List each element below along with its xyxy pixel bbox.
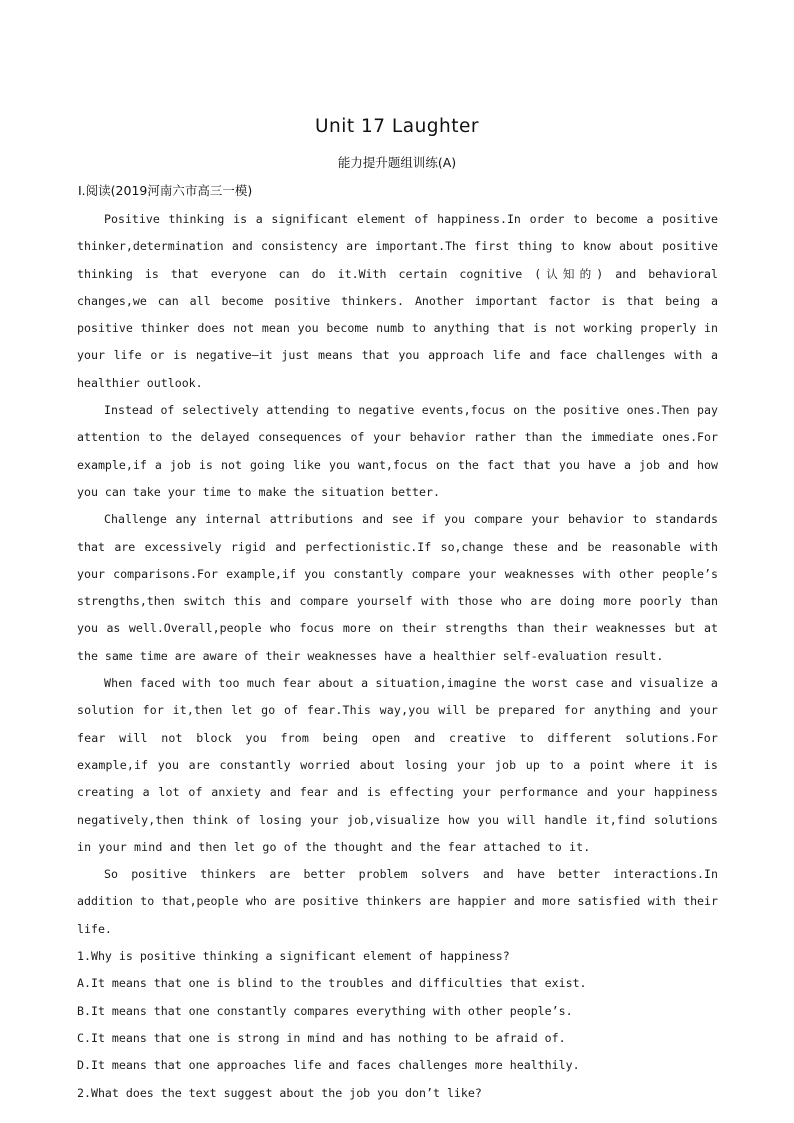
question-1-option-c: C.It means that one is strong in mind and has nothing to be afraid of. [77,1030,566,1045]
question-1-option-d: D.It means that one approaches life and faces challenges more healthily. [77,1058,580,1073]
question-2: 2.What does the text suggest about the job you don’t like? [77,1085,482,1100]
page-title: Unit 17 Laughter [314,116,480,137]
section-heading: Ⅰ.阅读(2019河南六市高三一模) [78,183,253,198]
passage-body [77,206,718,1107]
question-1-option-a: A.It means that one is blind to the troubles and difficulties that exist. [77,976,587,991]
question-1: 1.Why is positive thinking a significant element of happiness? [77,949,510,964]
paragraph-5: So positive thinkers are better problem solvers and have better interactions.In addition to that,people who are positive thinkers are happier and more satisfied with their life. [77,867,718,936]
paragraph-4: When faced with too much fear about a situation,imagine the worst case and visualize a solution for it,then let go of fear.This way,you will be prepared for anything and your fear will not block you from being open and creative to different solutions.For example,if you are constantly worried about losing your job up to a point where it is creating a lot of anxiety and fear and is effecting your performance and your happiness negatively,then think of losing your job,visualize how you will handle it,find solutions in your mind and then let go of the thought and the fear attached to it. [77,676,718,854]
page-subtitle: 能力提升题组训练(A) [337,155,457,170]
paragraph-1: Positive thinking is a significant element of happiness.In order to become a positive thinker,determination and consistency are important.The first thing to know about positive thinking is that everyone can do it.With certain cognitive (认知的) and behavioral changes,we can all become positive thinkers. Another important factor is that being a positive thinker does not mean you become numb to anything that is not working properly in your life or is negative—it just means that you approach life and face challenges with a healthier outlook. [77,212,718,390]
paragraph-3: Challenge any internal attributions and see if you compare your behavior to standards that are excessively rigid and perfectionistic.If so,change these and be reasonable with your comparisons.For example,if you constantly compare your weaknesses with other people’s strengths,then switch this and compare yourself with those who are doing more poorly than you as well.Overall,people who focus more on their strengths than their weaknesses but at the same time are aware of their weaknesses have a healthier self-evaluation result. [77,512,718,663]
question-1-option-b: B.It means that one constantly compares everything with other people’s. [77,1003,573,1018]
paragraph-2: Instead of selectively attending to negative events,focus on the positive ones.Then pay attention to the delayed consequences of your behavior rather than the immediate ones.For example,if a job is not going like you want,focus on the fact that you have a job and how you can take your time to make the situation better. [77,403,718,499]
